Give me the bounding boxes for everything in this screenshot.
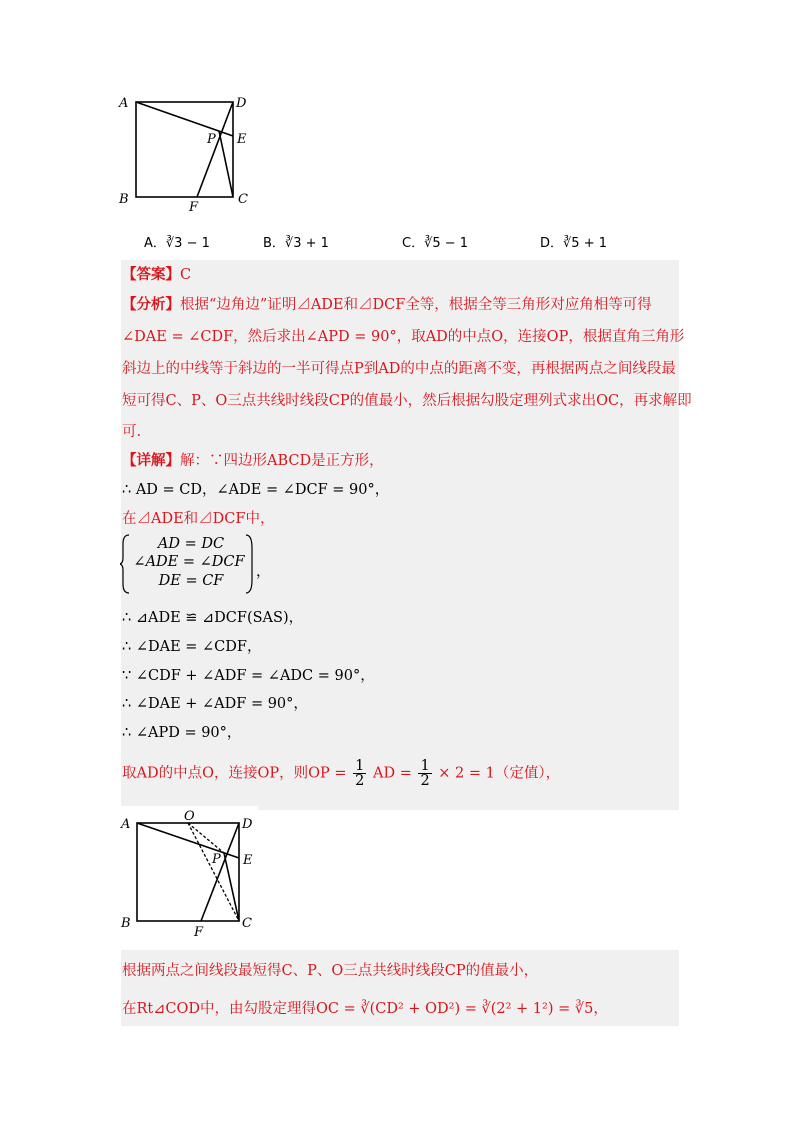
label-p-2: P: [212, 852, 221, 867]
label-f-2: F: [194, 925, 204, 940]
detail-text-0: 解：∵四边形ABCD是正方形，: [180, 453, 384, 469]
figure-square-2: [118, 806, 258, 940]
detail-line-4: ∴ ∠DAE = ∠CDF，: [122, 639, 262, 655]
answer-value: C: [180, 267, 192, 283]
option-d: D．∛5 + 1: [540, 236, 607, 251]
detail-line-1: ∴ AD = CD，∠ADE = ∠DCF = 90°，: [122, 482, 390, 498]
fraction-2-num: 1: [420, 758, 430, 774]
label-p: P: [207, 132, 216, 147]
dashed-oc: [188, 823, 239, 921]
label-a: A: [119, 96, 129, 111]
detail-line-7: ∴ ∠APD = 90°，: [122, 725, 242, 741]
equation-system: [120, 532, 270, 596]
analysis-line-5: 可.: [122, 424, 142, 440]
detail-line-0: [122, 449, 384, 470]
option-c: C．∛5 − 1: [402, 236, 469, 251]
detail-line-8: [122, 759, 560, 788]
analysis-text-1: 根据“边角边”证明⊿ADE和⊿DCF全等，根据全等三角形对应角相等可得: [180, 297, 652, 313]
option-a: A．∛3 − 1: [144, 236, 210, 251]
analysis-line-1: [122, 293, 652, 314]
fraction-1-den: 2: [355, 773, 365, 789]
detail-tag: 【详解】: [122, 452, 180, 469]
label-c: C: [238, 192, 248, 207]
label-a-2: A: [121, 817, 131, 832]
label-c-2: C: [242, 916, 252, 931]
detail-line-9: 根据两点之间线段最短得C、P、O三点共线时线段CP的值最小，: [122, 963, 539, 979]
detail-line-5: ∵ ∠CDF + ∠ADF = ∠ADC = 90°，: [122, 668, 375, 684]
detail-8a: 取AD的中点O，连接OP，则OP =: [122, 765, 347, 782]
fraction-2-den: 2: [420, 773, 430, 789]
segment-cp: [219, 131, 233, 197]
label-o-2: O: [184, 809, 195, 824]
fraction-1-num: 1: [355, 758, 365, 774]
label-e: E: [237, 132, 247, 147]
analysis-line-4: 短可得C、P、O三点共线时线段CP的值最小，然后根据勾股定理列式求出OC，再求解即: [122, 393, 692, 409]
answer-tag: 【答案】: [122, 266, 180, 283]
detail-8b: AD =: [372, 765, 412, 782]
answer-line: [122, 263, 191, 284]
label-b: B: [119, 192, 129, 207]
label-e-2: E: [243, 853, 253, 868]
fraction-half-2: [418, 759, 431, 788]
label-d-2: D: [242, 817, 253, 832]
segment-cp-2: [224, 853, 239, 921]
analysis-line-3: 斜边上的中线等于斜边的一半可得点P到AD的中点的距离不变，再根据两点之间线段最: [122, 361, 676, 377]
system-eq-2: ∠ADE = ∠DCF: [133, 554, 245, 570]
detail-line-3: ∴ ⊿ADE ≌ ⊿DCF(SAS)，: [122, 610, 304, 626]
analysis-tag: 【分析】: [122, 296, 180, 313]
option-b: B．∛3 + 1: [263, 236, 329, 251]
square-abcd-2: [137, 823, 239, 921]
detail-line-10: 在Rt⊿COD中，由勾股定理得OC = ∛(CD² + OD²) = ∛(2² + 1²) = ∛5，: [122, 1001, 608, 1017]
detail-8c: × 2 = 1（定值），: [438, 765, 561, 782]
detail-line-6: ∴ ∠DAE + ∠ADF = 90°，: [122, 696, 308, 712]
label-b-2: B: [121, 916, 131, 931]
system-eq-3: DE = CF: [158, 573, 224, 589]
label-d: D: [236, 96, 247, 111]
segment-df-2: [201, 823, 239, 921]
analysis-line-2: ∠DAE = ∠CDF，然后求出∠APD = 90°，取AD的中点O，连接OP，根据直角三角形: [122, 329, 685, 345]
square-abcd: [136, 102, 233, 197]
dashed-op: [188, 823, 224, 853]
segment-df: [197, 102, 233, 197]
detail-line-2: 在⊿ADE和⊿DCF中，: [122, 511, 275, 527]
fraction-half-1: [353, 759, 366, 788]
label-f: F: [189, 200, 199, 212]
segment-ae: [136, 102, 233, 136]
answer-options: [144, 232, 664, 252]
system-tail: ，: [256, 564, 271, 580]
figure-square-1: [115, 92, 265, 212]
system-eq-1: AD = DC: [157, 536, 225, 552]
